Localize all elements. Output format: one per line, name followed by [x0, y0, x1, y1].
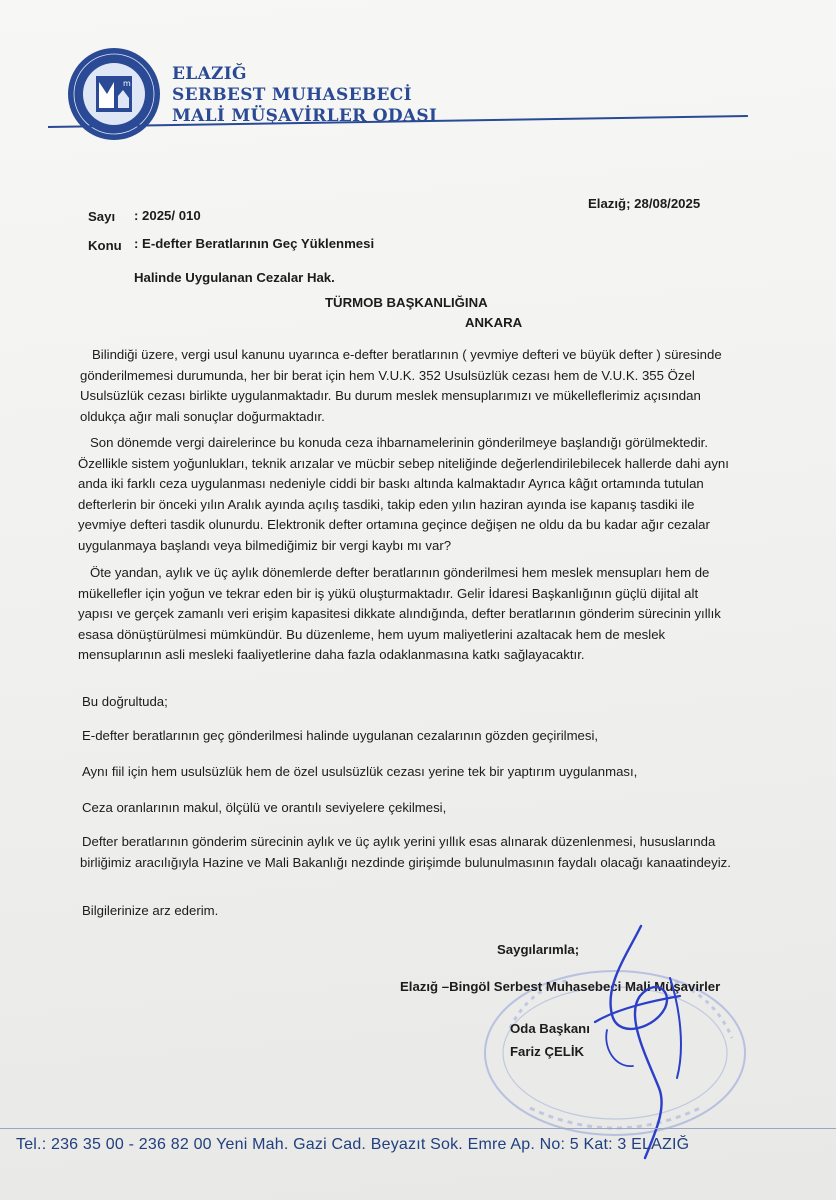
paragraph-5: [80, 832, 760, 873]
paragraph-5-line: birliğimiz aracılığıyla Hazine ve Mali Bakanlığı nezdinde girişimde bulunulmasının faydalı olacağı kanaatindeyiz.: [80, 854, 731, 870]
paragraph-3-line: yapısı ve gerçek zamanlı veri erişim kapasitesi dikkate alındığında, defter beratlarının gönderim sürecinin yıllık: [78, 606, 721, 622]
svg-text:m: m: [123, 79, 131, 88]
paragraph-2-line: Özellikle sistem yoğunlukları, teknik arızalar ve mücbir sebep niteliğinde değerlendirilebilecek hallerde dahi aynı: [78, 455, 729, 471]
addressee-line1: TÜRMOB BAŞKANLIĞINA: [325, 295, 488, 310]
konu-value-line2: Halinde Uygulanan Cezalar Hak.: [134, 270, 335, 285]
paragraph-5-line: Defter beratlarının gönderim sürecinin aylık ve üç aylık yerini yıllık esas alınarak düzenlenmesi, hususlarında: [82, 834, 716, 849]
organization-name: [172, 64, 437, 127]
paragraph-2-line: Son dönemde vergi dairelerince bu konuda ceza ihbarnamelerinin gönderilmeye başlandığı görülmektedir.: [90, 435, 708, 450]
footer-contact: Tel.: 236 35 00 - 236 82 00 Yeni Mah. Gazi Cad. Beyazıt Sok. Emre Ap. No: 5 Kat: 3 ELAZIĞ: [16, 1136, 690, 1153]
konu-value-line1: : E-defter Beratlarının Geç Yüklenmesi: [134, 236, 375, 251]
signature-name: Fariz ÇELİK: [510, 1044, 585, 1059]
paragraph-2: [78, 433, 730, 557]
paragraph-3-line: mensuplarının asli mesleki faaliyetlerine daha fazla odaklanmasına katkı sağlayacaktır.: [78, 647, 585, 663]
org-line-1: ELAZIĞ: [172, 64, 247, 84]
footer-rule: [0, 1128, 836, 1129]
paragraph-1-line: Bilindiği üzere, vergi usul kanunu uyarınca e-defter beratlarının ( yevmiye defteri ve büyük defter ) süresinde: [92, 347, 722, 362]
paragraph-2-line: defterlerin bir önceki yılın Aralık ayında açılış tasdiki, takip eden yılın haziran ayında ise kapanış tasdiki ile: [78, 496, 695, 512]
sayi-label: Sayı: [88, 209, 116, 224]
signature-org: Elazığ –Bingöl Serbest Muhasebeci Mali Müşavirler: [400, 979, 721, 994]
paragraph-1-line: Usulsüzlük cezası birlikte uygulanmaktadır. Bu durum meslek mensuplarımızı ve mükelleflerimiz açısından: [80, 388, 701, 404]
paragraph-1: [80, 345, 730, 427]
addressee-line2: ANKARA: [465, 315, 523, 330]
paragraph-3-line: esasa dönüştürülmesi mümkündür. Bu düzenleme, hem uyum maliyetlerini azaltacak hem de meslek: [78, 626, 666, 642]
paragraph-3-line: Öte yandan, aylık ve üç aylık dönemlerde defter beratlarının gönderilmesi hem meslek mensupları hem de: [90, 565, 710, 580]
paragraph-1-line: gönderilmemesi durumunda, her bir berat için hem V.U.K. 352 Usulsüzlük cezası hem de V.U.K. 355 Özel: [80, 367, 695, 383]
konu-label: Konu: [88, 238, 122, 253]
paragraph-3-line: mükellefler için yoğun ve tekrar eden bir iş yükü oluşturmaktadır. Gelir İdaresi Başkanlığının güçlü dijital alt: [78, 585, 699, 601]
paragraph-2-line: anda iki farklı ceza uygulanması nedeniyle ciddi bir baskı altında kalmaktadır Ayrıca kâğıt ortamında tutulan: [78, 476, 704, 492]
paragraph-4: Bu doğrultuda;: [82, 694, 168, 709]
signature-title: Oda Başkanı: [510, 1021, 590, 1036]
closing-line: Bilgilerinize arz ederim.: [82, 903, 219, 918]
org-line-3: MALİ MÜŞAVİRLER ODASI: [172, 106, 438, 126]
paragraph-1-line: oldukça ağır mali sonuçlar doğurmaktadır.: [80, 408, 325, 424]
paragraph-2-line: yevmiye defteri tasdik olunurdu. Elektronik defter ortamına geçince değişen ne oldu da bu kadar ağır cezalar: [78, 517, 710, 533]
org-line-2: SERBEST MUHASEBECİ: [172, 85, 412, 105]
request-item-3: Ceza oranlarının makul, ölçülü ve orantılı seviyelere çekilmesi,: [82, 800, 447, 815]
paragraph-3: [78, 563, 728, 666]
signature-greeting: Saygılarımla;: [497, 942, 580, 957]
handwritten-signature-icon: [585, 918, 700, 1168]
request-item-1: E-defter beratlarının geç gönderilmesi halinde uygulanan cezalarının gözden geçirilmesi,: [82, 728, 599, 743]
sayi-value: : 2025/ 010: [134, 208, 201, 223]
request-item-2: Aynı fiil için hem usulsüzlük hem de özel usulsüzlük cezası yerine tek bir yaptırım uygulanması,: [82, 764, 638, 779]
chamber-logo-icon: [66, 46, 162, 142]
paragraph-2-line: uygulanmaya başlandı veya bilmediğimiz bir vergi kaybı mı var?: [78, 537, 452, 553]
letter-date: Elazığ; 28/08/2025: [588, 196, 701, 211]
